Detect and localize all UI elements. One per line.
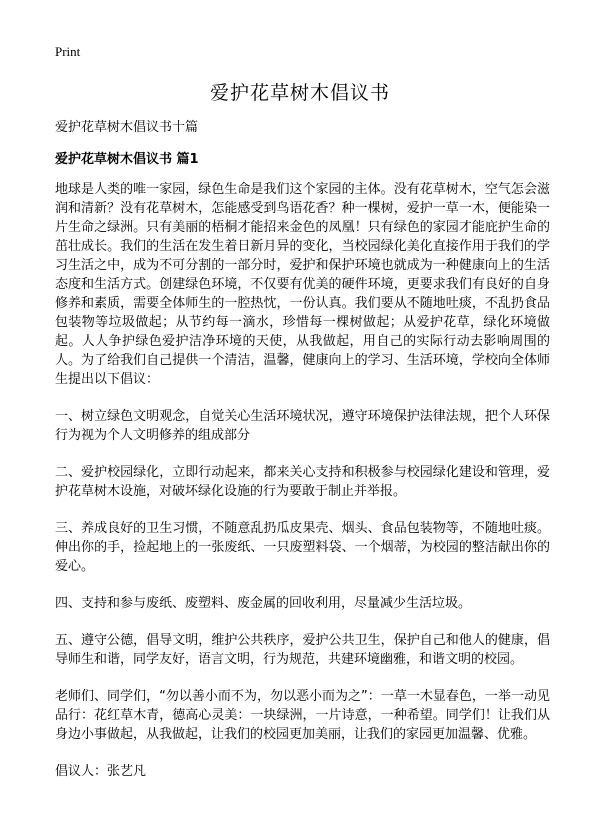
print-link[interactable]: Print bbox=[55, 44, 81, 59]
paragraph-closing: 老师们、同学们，“勿以善小而不为，勿以恶小而为之”：一草一木显春色，一举一动见品行：花红草木青，德高心灵美：一块绿洲，一片诗意，一种希望。同学们！让我们从身边小事做起，从我做起，让我们的校园更加美丽，让我们的家园更加温馨、优雅。 bbox=[55, 689, 550, 742]
paragraph-item-5: 五、遵守公德，倡导文明，维护公共秩序，爱护公共卫生，保护自己和他人的健康，倡导师生和谐，同学友好，语言文明，行为规范，共建环境幽雅，和谐文明的校园。 bbox=[55, 633, 550, 667]
paragraph-intro: 地球是人类的唯一家园，绿色生命是我们这个家园的主体。没有花草树木，空气怎会滋润和清新？没有花草树木，怎能感受到鸟语花香？种一棵树，爱护一草一木，便能染一片生命之绿洲。只有美丽的梧桐才能招来金色的凤凰！只有绿色的家园才能庇护生命的茁壮成长。我们的生活在发生着日新月异的变化，当校园绿化美化直接作用于我们的学习生活之中，成为不可分割的一部分时，爱护和保护环境也就成为一种健康向上的生活态度和生活方式。创建绿色环境，不仅要有优美的硬件环境，更要求我们有良好的自身修养和素质，需要全体师生的一腔热忱，一份认真。我们要从不随地吐痰，不乱扔食品包装物等垃圾做起；从节约每一滴水，珍惜每一棵树做起；从爱护花草，绿化环境做起。人人争护绿色爱护洁净环境的天使，从我做起，用自己的实际行动去影响周围的人。为了给我们自己提供一个清洁，温馨，健康向上的学习、生活环境，学校向全体师生提出以下倡议： bbox=[55, 182, 550, 387]
signature: 倡议人：张艺凡 bbox=[55, 764, 147, 779]
paragraph-item-3: 三、养成良好的卫生习惯，不随意乱扔瓜皮果壳、烟头、食品包装物等，不随地吐痰。伸出你的手，捡起地上的一张废纸、一只废塑料袋、一个烟蒂，为校园的整洁献出你的爱心。 bbox=[55, 521, 550, 574]
document-body bbox=[55, 180, 550, 781]
paragraph-item-1: 一、树立绿色文明观念，自觉关心生活环境状况，遵守环境保护法律法规，把个人环保行为视为个人文明修养的组成部分 bbox=[55, 409, 550, 443]
section-heading: 爱护花草树木倡议书 篇1 bbox=[55, 152, 199, 167]
document-title: 爱护花草树木倡议书 bbox=[209, 82, 390, 104]
paragraph-item-2: 二、爱护校园绿化，立即行动起来，都来关心支持和积极参与校园绿化建设和管理，爱护花草树木设施，对破坏绿化设施的行为要敢于制止并举报。 bbox=[55, 465, 550, 499]
paragraph-item-4: 四、支持和参与废纸、废塑料、废金属的回收利用，尽量减少生活垃圾。 bbox=[55, 596, 472, 611]
document-subtitle: 爱护花草树木倡议书十篇 bbox=[55, 120, 199, 135]
